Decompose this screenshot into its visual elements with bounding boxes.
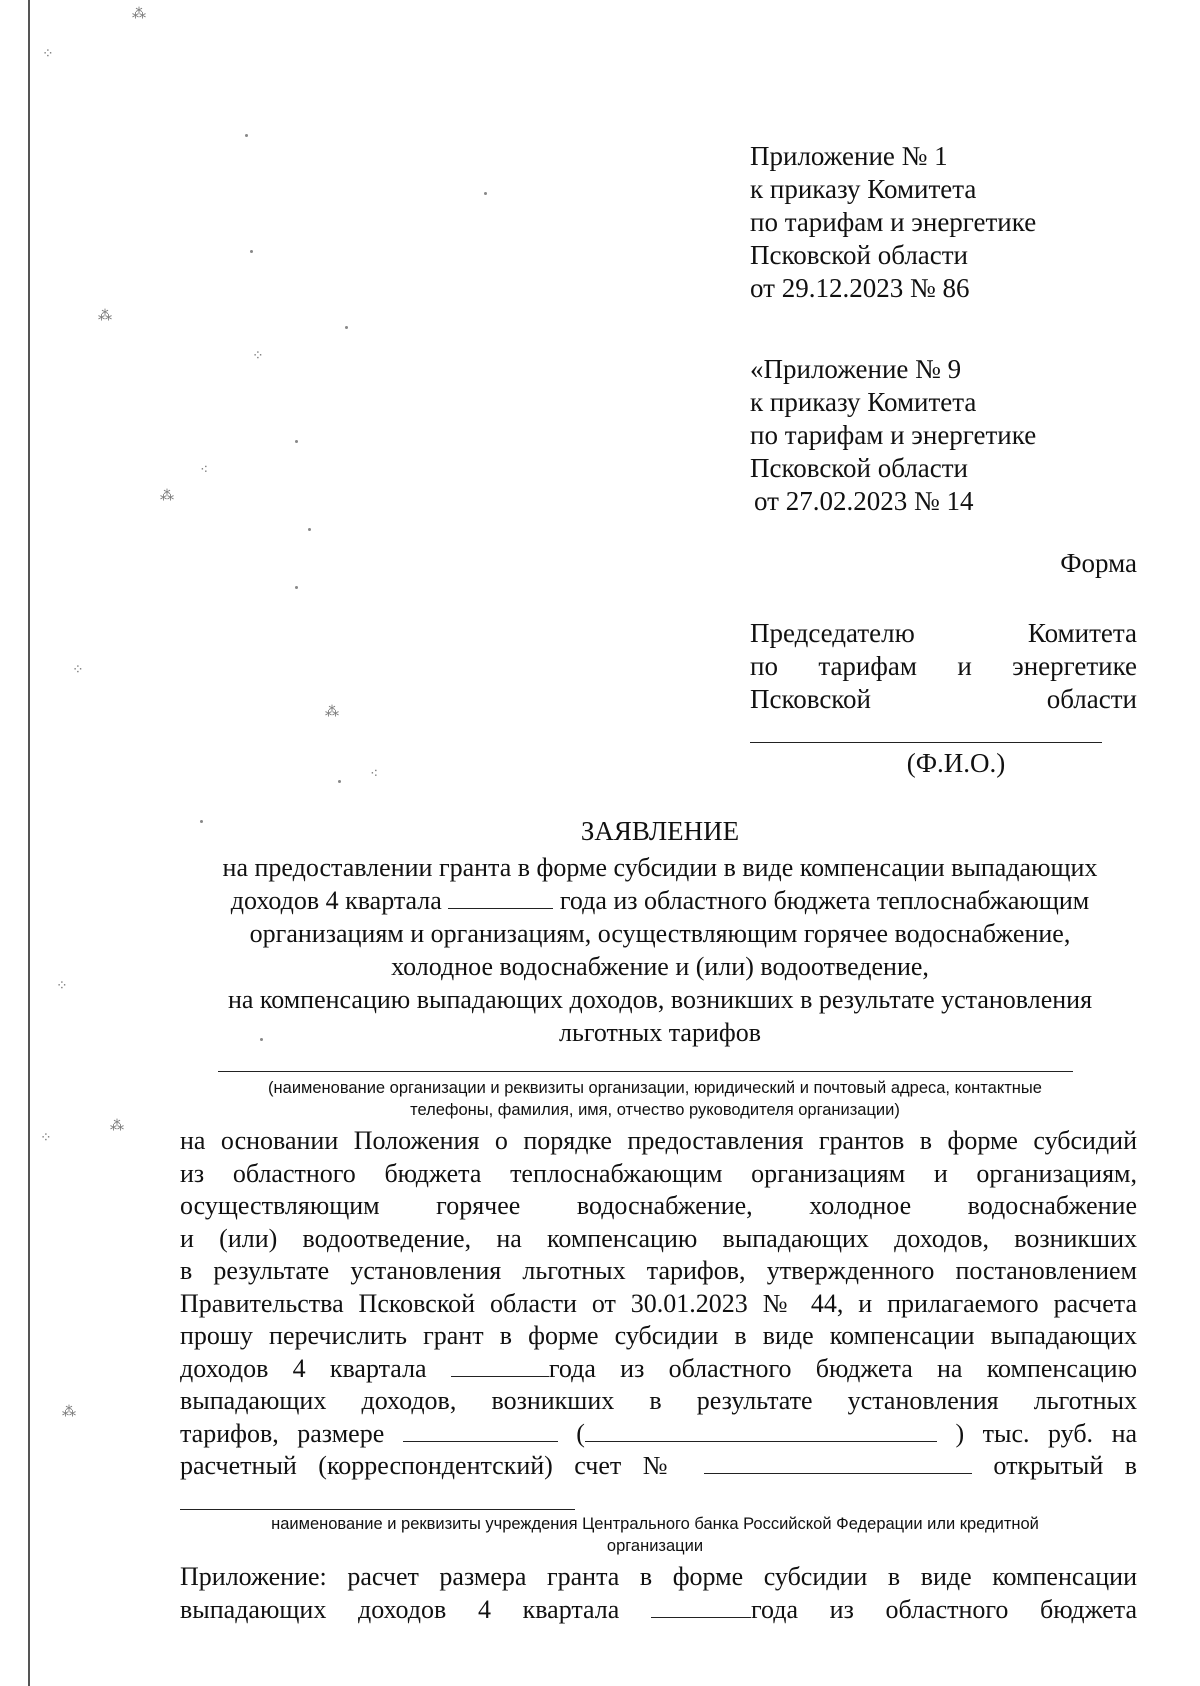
scan-dot — [245, 134, 248, 137]
appendix-9-line: к приказу Комитета — [750, 387, 977, 417]
subtitle-line — [180, 884, 1140, 917]
bank-caption — [190, 1513, 1120, 1557]
form-label: Форма — [1060, 548, 1137, 578]
attachment-paragraph — [180, 1560, 1137, 1626]
body-line: Правительства Псковской области от 30.01.2023 № 44, и прилагаемого расчета — [180, 1288, 1137, 1318]
appendix-1-line: от 29.12.2023 № 86 — [750, 273, 970, 303]
addressee-word: Председателю — [750, 618, 915, 648]
amount-words-blank — [585, 1419, 937, 1442]
scan-speck: ⁂ — [110, 1119, 124, 1134]
caption-line: наименование и реквизиты учреждения Центрального банка Российской Федерации или кредитной — [271, 1515, 1039, 1533]
scan-speck: ⁂ — [160, 489, 174, 504]
subtitle-line: льготных тарифов — [558, 1018, 761, 1047]
appendix-1-header — [750, 140, 1036, 305]
body-text: расчетный (корреспондентский) счет № — [180, 1451, 683, 1480]
scan-speck: ⁘ — [72, 663, 84, 678]
scan-dot — [308, 528, 311, 531]
appendix-1-line: к приказу Комитета — [750, 174, 977, 204]
fio-blank-line — [750, 742, 1102, 743]
body-text: года из областного бюджета на компенсацию — [548, 1353, 1137, 1383]
scan-dot — [345, 326, 348, 329]
document-subtitle — [180, 851, 1140, 1049]
caption-line: (наименование организации и реквизиты организации, юридический и почтовый адреса, контактные — [268, 1079, 1042, 1097]
appendix-1-line: Псковской области — [750, 240, 969, 270]
attachment-text: года из областного бюджета — [750, 1595, 1138, 1624]
body-text: ) тыс. руб. на — [955, 1418, 1138, 1448]
subtitle-line: на предоставлении гранта в форме субсидии в виде компенсации выпадающих — [222, 853, 1098, 882]
body-line: осуществляющим горячее водоснабжение, холодное водоснабжение — [180, 1191, 1137, 1220]
appendix-9-line: по тарифам и энергетике — [750, 420, 1037, 450]
scan-speck: ⁂ — [132, 7, 146, 22]
addressee-block — [750, 617, 1137, 716]
attachment-line — [180, 1593, 1137, 1626]
organization-caption — [190, 1077, 1120, 1121]
scan-speck: ⁂ — [325, 705, 339, 720]
body-line: из областного бюджета теплоснабжающим организациям и организациям, — [180, 1158, 1137, 1188]
scan-dot — [484, 192, 487, 195]
body-line — [180, 1353, 1137, 1386]
addressee-word: Псковской — [750, 684, 871, 714]
subtitle-text: года из областного бюджета теплоснабжающим — [559, 886, 1090, 915]
year-blank — [448, 886, 553, 909]
scan-speck: ⁘ — [42, 47, 54, 62]
appendix-9-line: Псковской области — [750, 453, 969, 483]
addressee-line — [750, 617, 1137, 650]
body-text: открытый в — [993, 1451, 1137, 1480]
caption-line: организации — [606, 1537, 704, 1555]
amount-words — [576, 1419, 937, 1448]
body-line: в результате установления льготных тарифов, утвержденного постановлением — [180, 1256, 1137, 1285]
amount-blank — [403, 1419, 558, 1442]
appendix-9-header — [750, 353, 1036, 518]
appendix-1-line: по тарифам и энергетике — [750, 207, 1037, 237]
year-blank — [651, 1595, 751, 1618]
fio-caption: (Ф.И.О.) — [906, 748, 1006, 778]
body-line — [180, 1450, 1137, 1483]
body-line: и (или) водоотведение, на компенсацию выпадающих доходов, возникших — [180, 1223, 1137, 1253]
organization-blank-line — [218, 1071, 1073, 1072]
addressee-word: тарифам — [818, 651, 917, 681]
subtitle-line: холодное водоснабжение и (или) водоотведение, — [391, 952, 929, 981]
attachment-text: выпадающих доходов 4 квартала — [180, 1595, 620, 1624]
account-prefix — [180, 1451, 972, 1480]
scan-speck: ⁂ — [98, 309, 112, 324]
scan-speck: ⁂ — [62, 1405, 76, 1420]
appendix-9-line: «Приложение № 9 — [750, 354, 962, 384]
attachment-line: Приложение: расчет размера гранта в форме субсидии в виде компенсации — [180, 1562, 1137, 1591]
addressee-line — [750, 650, 1137, 683]
subtitle-line: организациям и организациям, осуществляющим горячее водоснабжение, — [249, 919, 1071, 948]
body-line — [180, 1418, 1137, 1451]
scan-speck: ⁖ — [200, 463, 209, 478]
addressee-word: области — [1046, 684, 1137, 714]
body-line: на основании Положения о порядке предоставления грантов в форме субсидий — [180, 1126, 1137, 1155]
appendix-1-line: Приложение № 1 — [750, 141, 948, 171]
addressee-word: и — [957, 651, 972, 681]
body-line: выпадающих доходов, возникших в результате установления льготных — [180, 1386, 1137, 1415]
paren-open: ( — [576, 1418, 585, 1448]
subtitle-text: доходов 4 квартала — [230, 886, 442, 915]
caption-line: телефоны, фамилия, имя, отчество руководителя организации) — [410, 1101, 900, 1119]
scan-speck: ⁘ — [40, 1131, 52, 1146]
body-text: доходов 4 квартала — [180, 1353, 427, 1383]
scan-dot — [295, 586, 298, 589]
addressee-word: энергетике — [1012, 651, 1138, 681]
scan-dot — [295, 440, 298, 443]
body-text: тарифов, размере — [180, 1418, 385, 1448]
subtitle-line: на компенсацию выпадающих доходов, возникших в результате установления — [227, 985, 1093, 1014]
year-blank — [451, 1354, 549, 1377]
scan-speck: ⁘ — [56, 979, 68, 994]
account-number-blank — [704, 1451, 972, 1474]
document-title: ЗАЯВЛЕНИЕ — [580, 816, 740, 846]
scan-speck: ⁖ — [370, 767, 379, 782]
bank-blank-line — [180, 1509, 575, 1510]
scan-dot — [338, 780, 341, 783]
addressee-line — [750, 683, 1137, 716]
body-line: прошу перечислить грант в форме субсидии в виде компенсации выпадающих — [180, 1321, 1137, 1350]
scan-dot — [250, 250, 253, 253]
appendix-9-line: от 27.02.2023 № 14 — [754, 486, 974, 516]
addressee-word: Комитета — [1027, 618, 1137, 648]
page-left-edge — [28, 0, 30, 1686]
body-paragraph — [180, 1125, 1137, 1483]
addressee-word: по — [750, 651, 778, 681]
scan-speck: ⁘ — [252, 349, 264, 364]
